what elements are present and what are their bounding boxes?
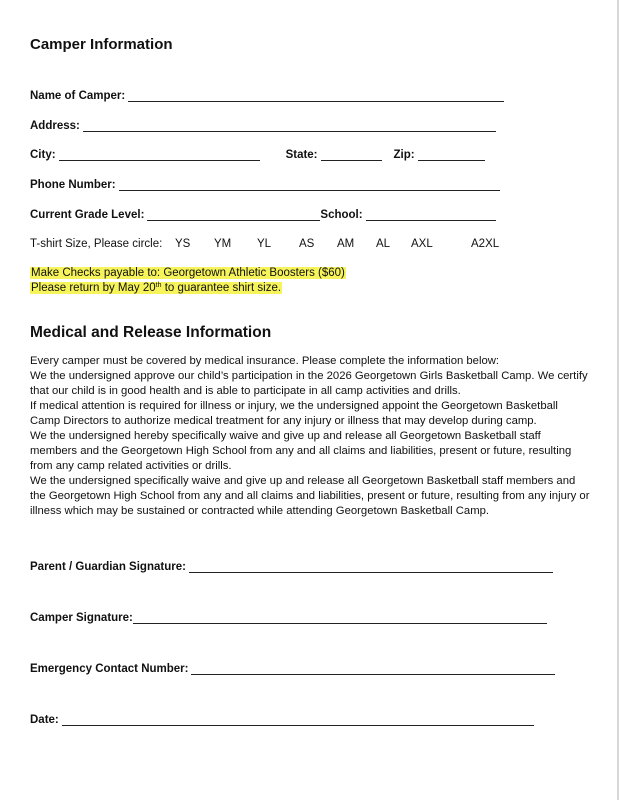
camper-name-line[interactable]	[128, 89, 504, 102]
camper-name-label: Name of Camper:	[30, 90, 126, 102]
release-paragraph: We the undersigned hereby specifically waive and give up and release all Georgetown Basketball staff members and the Georgetown High School from any and all claims and liabilities, present or future, resulting from any camp related activities or drills.	[30, 430, 572, 472]
phone-line[interactable]	[119, 178, 500, 191]
grade-label: Current Grade Level:	[30, 209, 145, 221]
emergency-contact-line[interactable]	[191, 662, 555, 675]
size-option[interactable]: YM	[214, 238, 232, 250]
return-deadline-text: Please return by May 20	[31, 282, 156, 294]
camper-signature-field[interactable]	[30, 611, 547, 624]
date-label: Date:	[30, 714, 59, 726]
size-option[interactable]: AL	[376, 238, 391, 250]
zip-label: Zip:	[393, 149, 415, 161]
size-option[interactable]: AXL	[411, 238, 433, 250]
size-option[interactable]: AS	[299, 238, 315, 250]
phone-label: Phone Number:	[30, 179, 116, 191]
grade-line[interactable]	[147, 208, 320, 221]
size-option[interactable]: A2XL	[471, 238, 500, 250]
zip-line[interactable]	[418, 148, 485, 161]
date-suffix: th	[155, 282, 162, 289]
parent-signature-line[interactable]	[189, 560, 553, 573]
tshirt-size-label: T-shirt Size, Please circle:	[30, 238, 163, 250]
medical-release-text	[30, 354, 590, 519]
emergency-contact-field[interactable]	[30, 662, 555, 675]
camper-information-heading: Camper Information	[30, 36, 173, 53]
release-paragraph: We the undersigned specifically waive and give up and release all Georgetown Basketball staff members and the Georgetown High School from any and all claims and liabilities, present or future, resulting from any injury or illness which may be sustained or contracted while attending Georgetown Basketball Camp.	[30, 475, 590, 517]
grade-school-row	[30, 208, 496, 221]
date-line[interactable]	[62, 713, 534, 726]
camper-name-field[interactable]	[30, 89, 504, 102]
school-line[interactable]	[366, 208, 496, 221]
size-option[interactable]: AM	[337, 238, 355, 250]
city-state-zip-row	[30, 148, 485, 161]
camper-signature-line[interactable]	[133, 611, 547, 624]
release-paragraph: If medical attention is required for illness or injury, we the undersigned appoint the Georgetown Basketball Camp Directors to authorize medical treatment for any injury or illness that may develop during camp.	[30, 400, 558, 427]
address-field[interactable]	[30, 119, 496, 132]
address-line[interactable]	[83, 119, 496, 132]
return-deadline-text-end: to guarantee shirt size.	[161, 282, 282, 294]
state-label: State:	[285, 149, 318, 161]
address-label: Address:	[30, 120, 80, 132]
city-label: City:	[30, 149, 56, 161]
phone-field[interactable]	[30, 178, 500, 191]
city-line[interactable]	[59, 148, 260, 161]
parent-signature-label: Parent / Guardian Signature:	[30, 561, 186, 573]
size-option[interactable]: YS	[175, 238, 191, 250]
size-option[interactable]: YL	[257, 238, 272, 250]
date-field[interactable]	[30, 713, 534, 726]
return-deadline-notice	[30, 282, 282, 294]
release-paragraph: Every camper must be covered by medical insurance. Please complete the information below:	[30, 355, 500, 367]
parent-signature-field[interactable]	[30, 560, 553, 573]
payment-notice: Make Checks payable to: Georgetown Athletic Boosters ($60)	[31, 267, 345, 279]
tshirt-size-row	[30, 238, 500, 250]
camper-signature-label: Camper Signature:	[30, 612, 133, 624]
medical-release-heading: Medical and Release Information	[30, 324, 272, 341]
release-paragraph: We the undersigned approve our child’s participation in the 2026 Georgetown Girls Basketball Camp. We certify that our child is in good health and is able to participate in all camp activities and drills.	[30, 370, 588, 397]
emergency-contact-label: Emergency Contact Number:	[30, 663, 189, 675]
school-label: School:	[320, 209, 363, 221]
state-line[interactable]	[321, 148, 382, 161]
